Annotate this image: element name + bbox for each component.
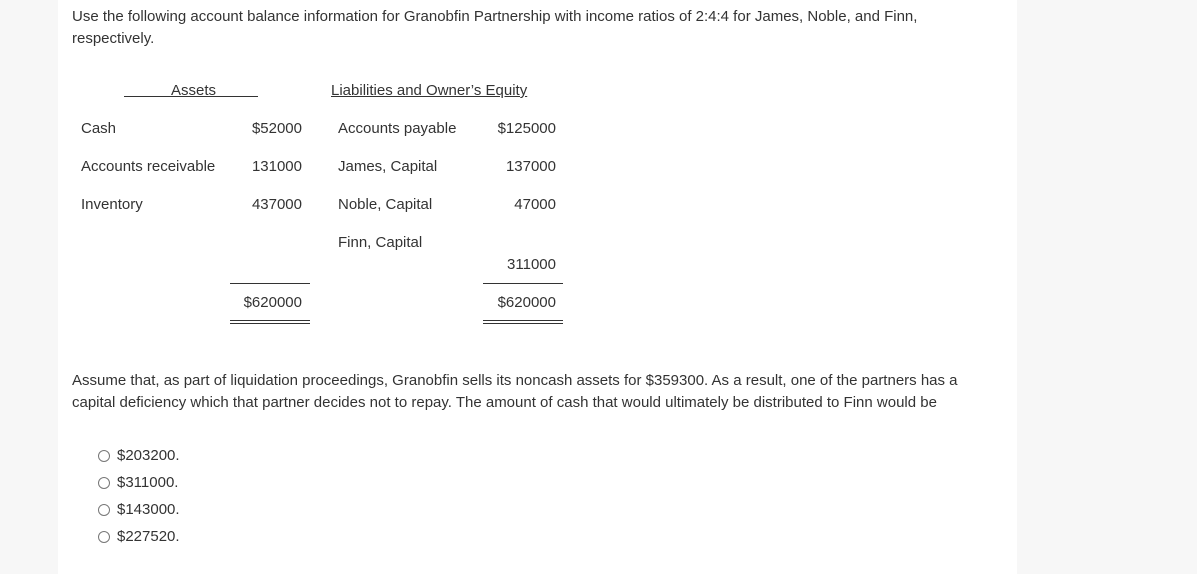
answer-option-4[interactable] <box>98 526 180 548</box>
asset-label-cash: Cash <box>81 120 117 137</box>
liabilities-total-double-rule-2 <box>483 323 563 324</box>
answer-option-label: $227520. <box>117 528 180 545</box>
asset-value-cash: $52000 <box>251 120 302 137</box>
liability-value-finn-capital: 311000 <box>507 256 556 273</box>
asset-value-accounts-receivable: 131000 <box>251 158 302 175</box>
answer-option-2[interactable] <box>98 472 178 494</box>
answer-option-3[interactable] <box>98 499 180 521</box>
assets-total-double-rule-2 <box>230 323 310 324</box>
answer-option-label: $311000. <box>117 474 179 491</box>
liabilities-total-double-rule-1 <box>483 320 563 321</box>
assets-total: $620000 <box>243 294 302 311</box>
liability-value-james-capital: 137000 <box>505 158 556 175</box>
asset-label-accounts-receivable: Accounts receivable <box>81 158 216 175</box>
liability-label-noble-capital: Noble, Capital <box>338 196 433 213</box>
liability-value-noble-capital: 47000 <box>514 196 556 213</box>
liability-label-finn-capital: Finn, Capital <box>338 234 423 251</box>
liabilities-total: $620000 <box>497 294 556 311</box>
radio-button[interactable] <box>98 450 110 462</box>
asset-value-inventory: 437000 <box>251 196 302 213</box>
answer-option-label: $143000. <box>117 501 180 518</box>
assets-header: Assets <box>171 82 217 99</box>
asset-label-inventory: Inventory <box>81 196 143 213</box>
liabilities-total-rule <box>483 283 563 284</box>
radio-button[interactable] <box>98 504 110 516</box>
answer-option-label: $203200. <box>117 447 180 464</box>
answer-option-1[interactable] <box>98 445 180 467</box>
assets-total-double-rule-1 <box>230 320 310 321</box>
liabilities-equity-header: Liabilities and Owner’s Equity <box>331 82 528 99</box>
intro-text: Use the following account balance information for Granobfin Partnership with income ratios of 2:4:4 for James, Noble, and Finn, respectively. <box>72 8 918 47</box>
question-text: Assume that, as part of liquidation proceedings, Granobfin sells its noncash assets for $359300. As a result, one of the partners has a capital deficiency which that partner decides not to repay. The amount of cash that would ultimately be distributed to Finn would be <box>72 372 958 411</box>
radio-button[interactable] <box>98 477 110 489</box>
liability-label-james-capital: James, Capital <box>338 158 438 175</box>
liability-value-accounts-payable: $125000 <box>497 120 556 137</box>
assets-total-rule <box>230 283 310 284</box>
liability-label-accounts-payable: Accounts payable <box>338 120 457 137</box>
radio-button[interactable] <box>98 531 110 543</box>
